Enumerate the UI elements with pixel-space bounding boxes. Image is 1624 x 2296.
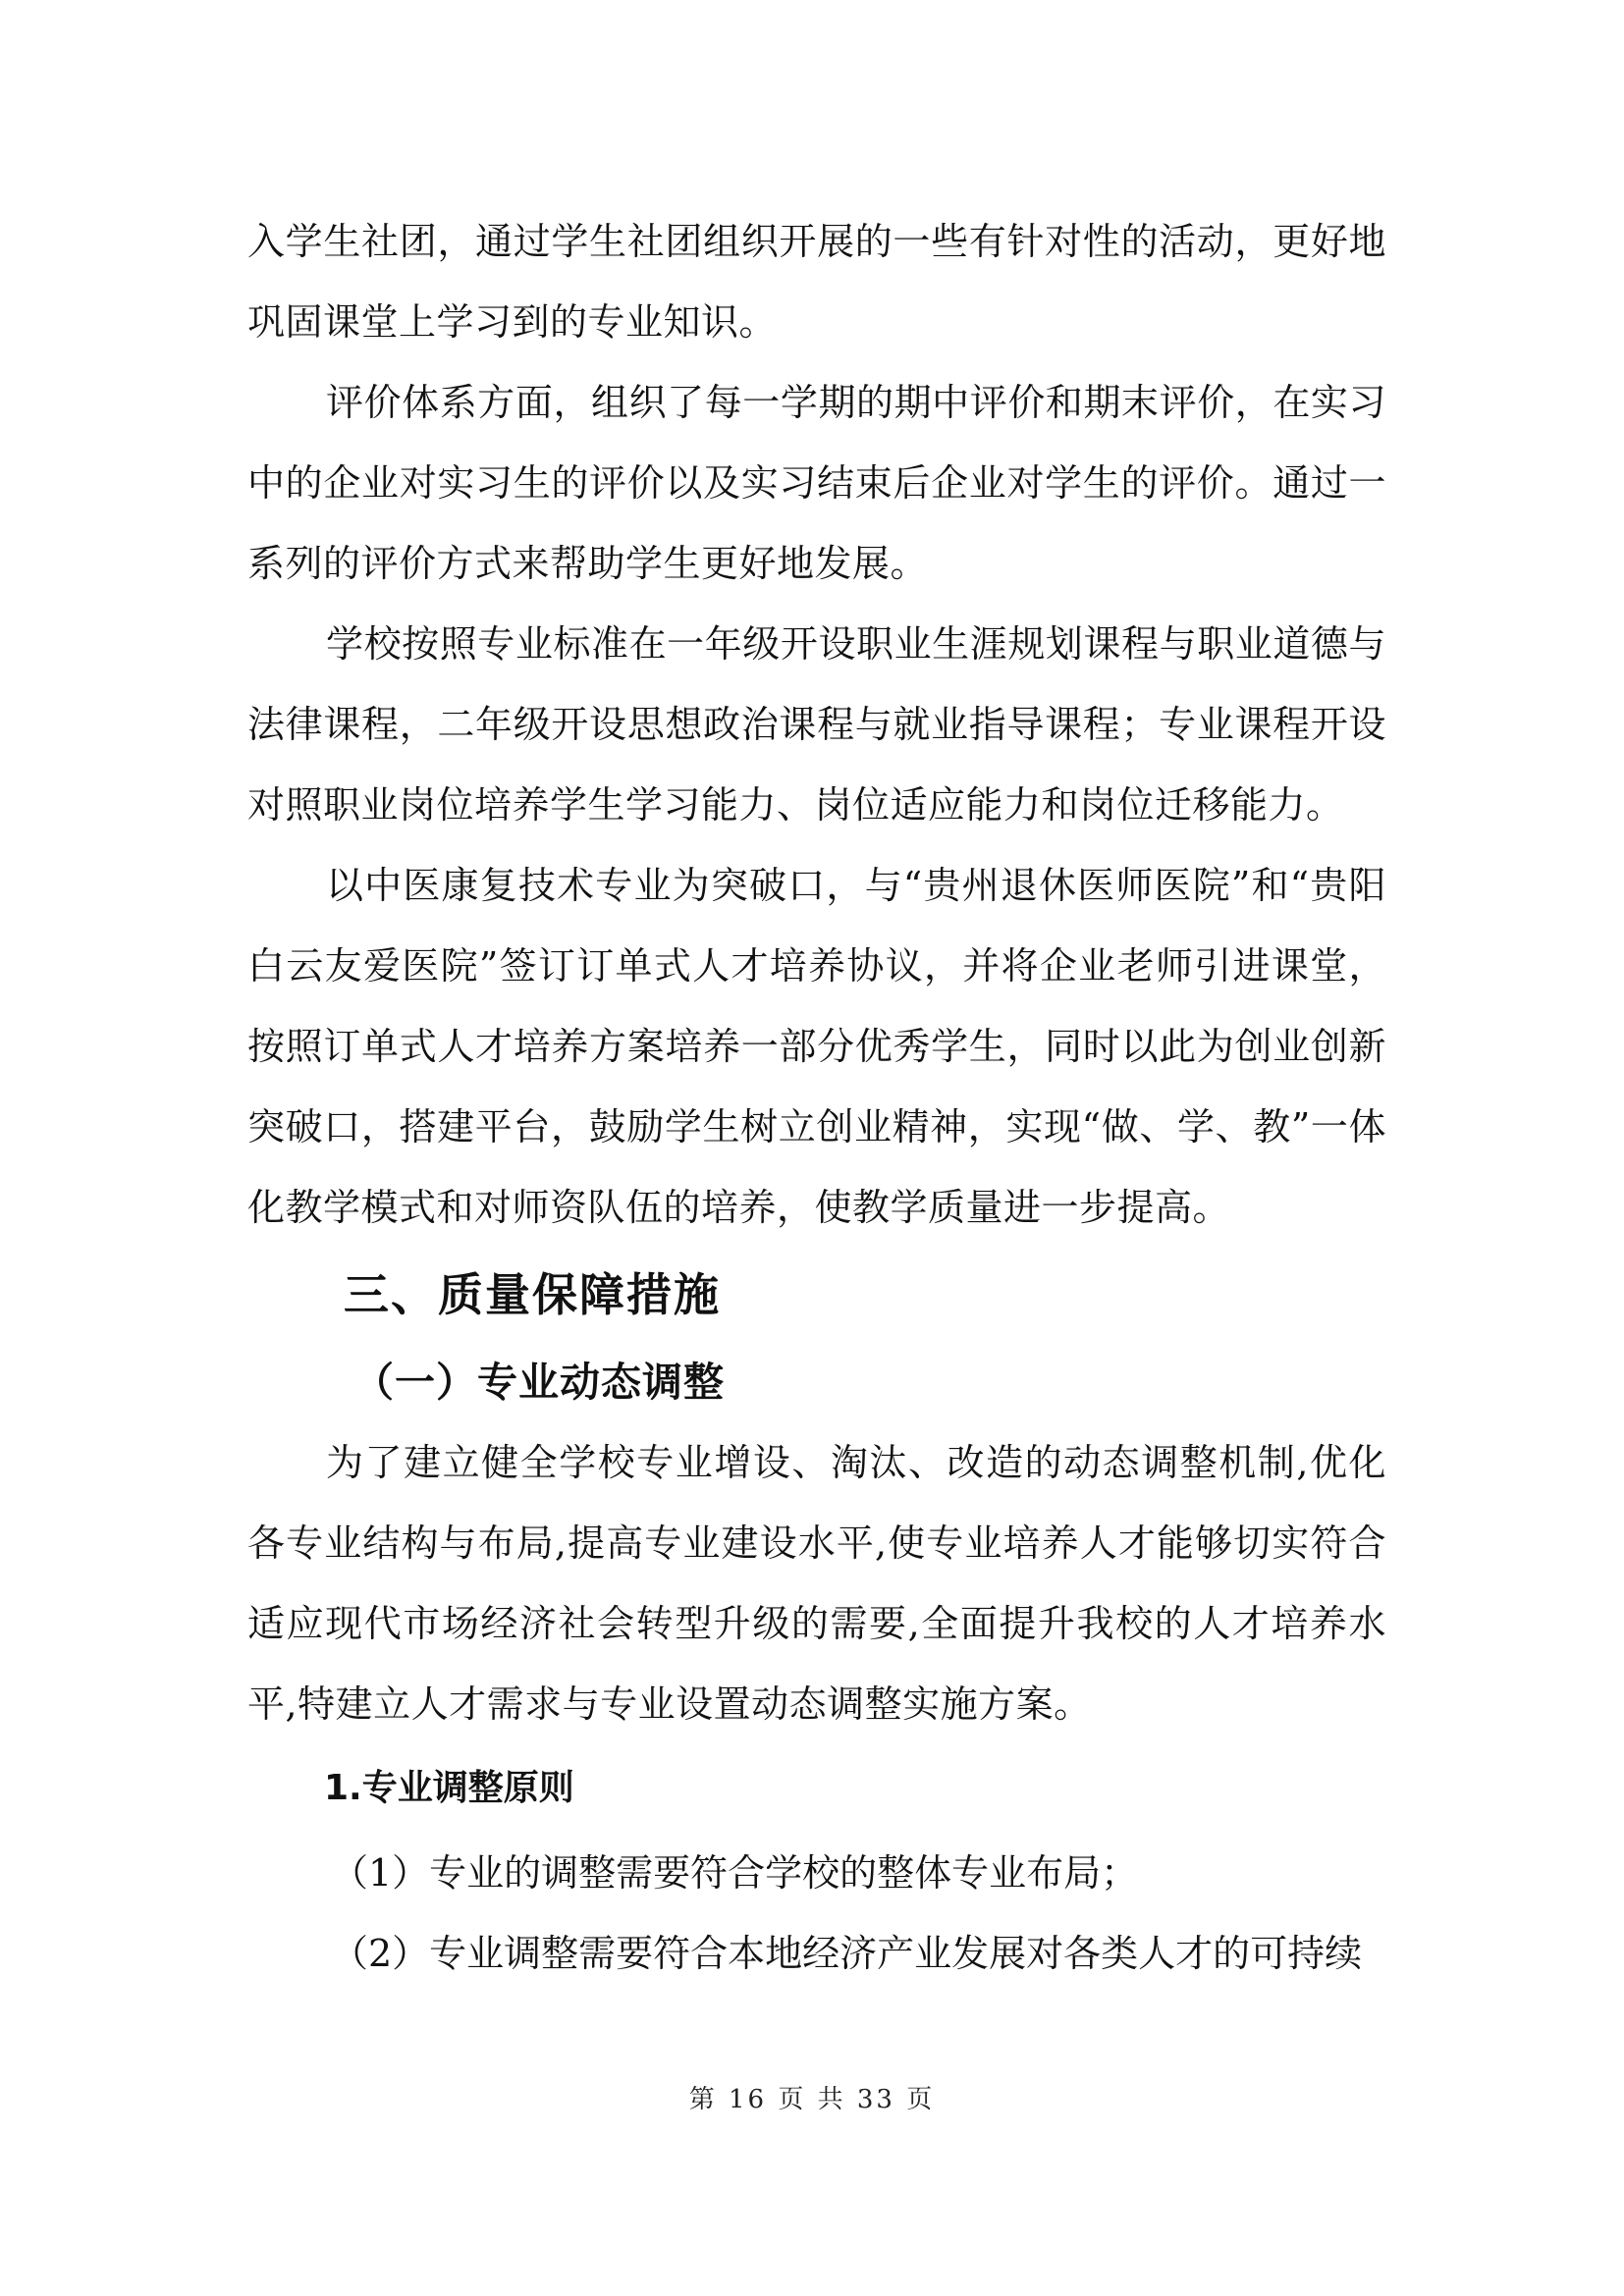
page-content (247, 201, 1386, 1994)
paragraph-courses: 学校按照专业标准在一年级开设职业生涯规划课程与职业道德与法律课程，二年级开设思想政治课程与就业指导课程；专业课程开设对照职业岗位培养学生学习能力、岗位适应能力和岗位迁移能力。 (247, 622, 1386, 827)
page-footer: 第 16 页 共 33 页 (688, 2085, 936, 2114)
principle-item-1: （1）专业的调整需要符合学校的整体专业布局； (331, 1851, 1139, 1895)
principle-item-2: （2）专业调整需要符合本地经济产业发展对各类人才的可持续 (331, 1932, 1363, 1975)
paragraph-adjustment-intro: 为了建立健全学校专业增设、淘汰、改造的动态调整机制,优化各专业结构与布局,提高专业建设水平,使专业培养人才能够切实符合适应现代市场经济社会转型升级的需要,全面提升我校的人才培养水平,特建立人才需求与专业设置动态调整实施方案。 (247, 1441, 1386, 1726)
paragraph-continued: 入学生社团，通过学生社团组织开展的一些有针对性的活动，更好地巩固课堂上学习到的专业知识。 (247, 220, 1386, 344)
section-heading-quality-assurance: 三、质量保障措施 (344, 1268, 721, 1321)
subsection-heading-dynamic-adjustment: （一）专业动态调整 (353, 1359, 725, 1406)
paragraph-cooperation: 以中医康复技术专业为突破口，与“贵州退休医师医院”和“贵阳白云友爱医院”签订订单式人才培养协议，并将企业老师引进课堂，按照订单式人才培养方案培养一部分优秀学生，同时以此为创业创新突破口，搭建平台，鼓励学生树立创业精神，实现“做、学、教”一体化教学模式和对师资队伍的培养，使教学质量进一步提高。 (247, 864, 1386, 1229)
paragraph-evaluation: 评价体系方面，组织了每一学期的期中评价和期末评价，在实习中的企业对实习生的评价以及实习结束后企业对学生的评价。通过一系列的评价方式来帮助学生更好地发展。 (247, 381, 1386, 585)
principles-heading: 1.专业调整原则 (324, 1768, 574, 1808)
